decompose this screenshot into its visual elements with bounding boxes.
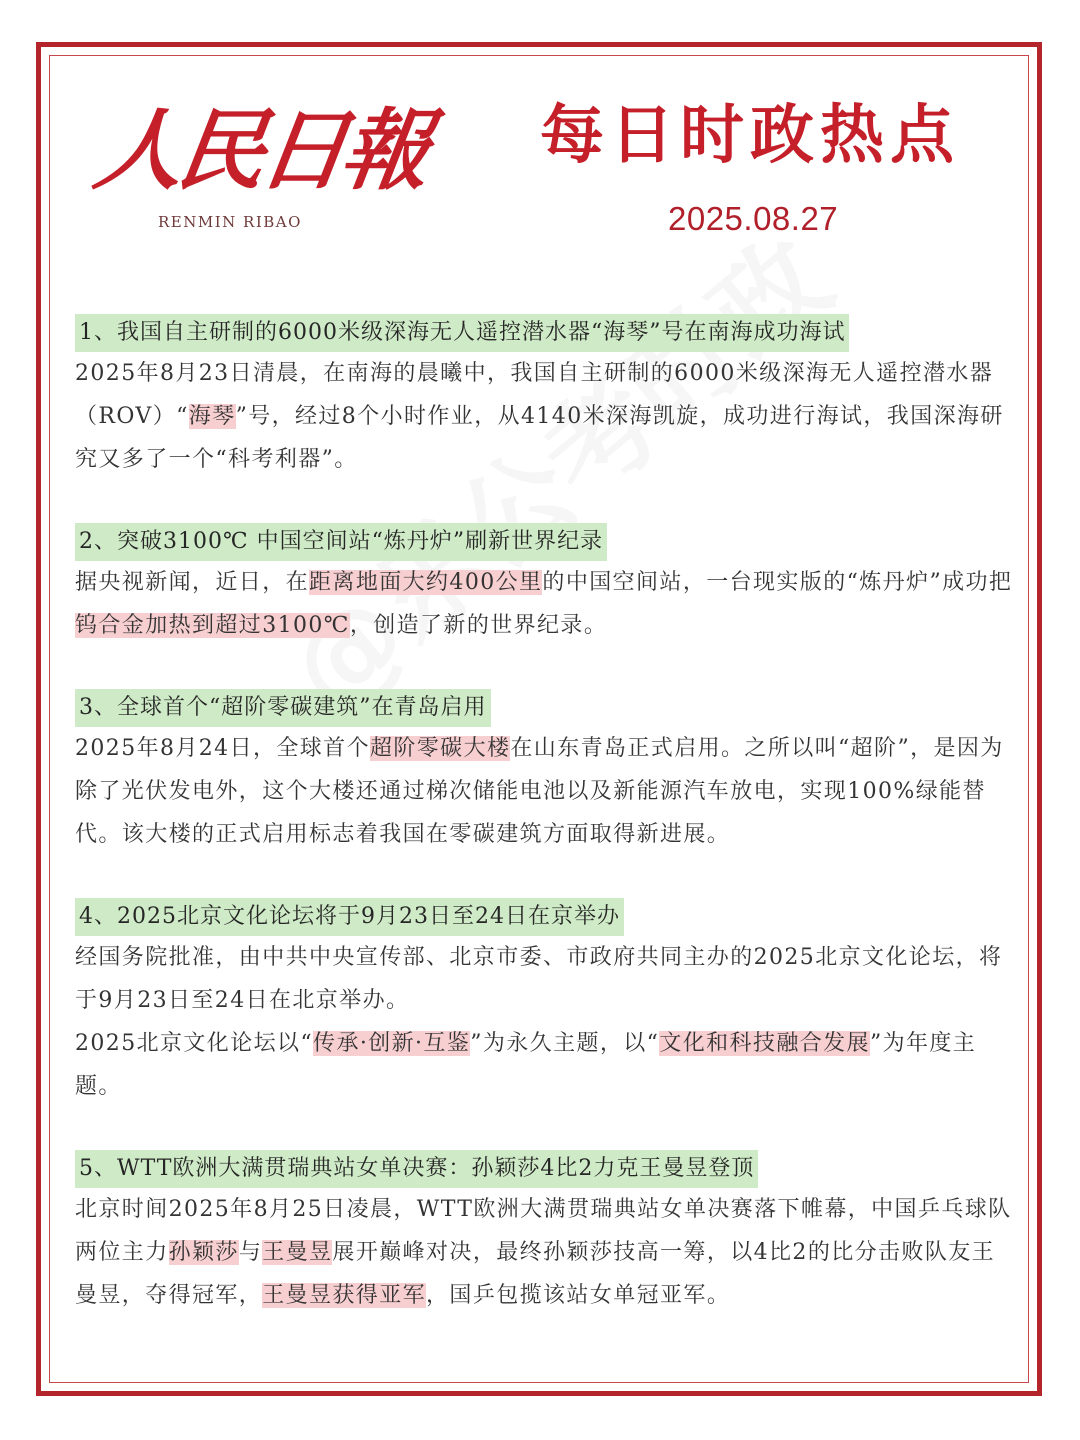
news-body [75,727,1015,856]
highlighted-text: 钨合金加热到超过3100℃ [75,613,350,638]
paragraph-text: 的中国空间站，一台现实版的“炼丹炉”成功把 [542,570,1013,595]
news-paragraph [75,1188,1015,1317]
news-body [75,352,1015,481]
highlighted-text: 海琴 [188,404,236,429]
news-item [75,689,1015,856]
highlighted-text: 王曼昱获得亚军 [262,1283,427,1308]
paragraph-text: 展开巅峰对决，最终孙颖莎技高一筹，以4比2的比分击败队友王曼昱，夺得冠军， [75,1240,996,1308]
paragraph-text: 北京时间2025年8月25日凌晨，WTT欧洲大满贯瑞典站女单决赛落下帷幕，中国乒乓球队两位主力 [75,1197,1012,1265]
paragraph-text: 2025年8月24日，全球首个 [75,736,370,761]
highlighted-text: 文化和科技融合发展 [659,1031,870,1056]
paragraph-text: 经国务院批准，由中共中央宣传部、北京市委、市政府共同主办的2025北京文化论坛，将于9月23日至24日在北京举办。 [75,945,1003,1013]
news-paragraph [75,352,1015,481]
news-paragraph [75,1022,1015,1108]
news-heading: 2、突破3100℃ 中国空间站“炼丹炉”刷新世界纪录 [75,523,607,561]
logo-english-name: RENMIN RIBAO [158,213,302,231]
logo-chinese-name: 人民日報 [88,98,432,202]
paragraph-text: 2025年8月23日清晨，在南海的晨曦中，我国自主研制的6000米级深海无人遥控潜水器（ROV）“ [75,361,994,429]
news-item [75,314,1015,481]
news-list [75,314,1015,1359]
paragraph-text: 与 [238,1240,263,1265]
news-item [75,898,1015,1108]
paragraph-text: ”号，经过8个小时作业，从4140米深海凯旋，成功进行海试，我国深海研究又多了一个“科考利器”。 [75,404,1004,472]
news-item [75,1150,1015,1317]
news-body [75,936,1015,1108]
renmin-ribao-logo [88,95,432,245]
paragraph-text: ”为永久主题，以“ [470,1031,660,1056]
paragraph-text: ，创造了新的世界纪录。 [349,613,608,638]
highlighted-text: 超阶零碳大楼 [369,736,511,761]
news-heading: 4、2025北京文化论坛将于9月23日至24日在京举办 [75,898,624,936]
page-date: 2025.08.27 [668,200,839,237]
news-paragraph [75,727,1015,856]
highlighted-text: 距离地面大约400公里 [309,570,543,595]
news-heading: 3、全球首个“超阶零碳建筑”在青岛启用 [75,689,491,727]
news-body [75,1188,1015,1317]
news-body [75,561,1015,647]
paragraph-text: 据央视新闻，近日，在 [75,570,310,595]
paragraph-text: ，国乒包揽该站女单冠亚军。 [426,1283,731,1308]
page-title: 每日时政热点 [540,99,960,173]
news-paragraph [75,936,1015,1022]
news-heading: 5、WTT欧洲大满贯瑞典站女单决赛：孙颖莎4比2力克王曼昱登顶 [75,1150,758,1188]
news-heading: 1、我国自主研制的6000米级深海无人遥控潜水器“海琴”号在南海成功海试 [75,314,849,352]
paragraph-text: 2025北京文化论坛以“ [75,1031,314,1056]
highlighted-text: 孙颖莎 [168,1240,239,1265]
news-paragraph [75,561,1015,647]
highlighted-text: 王曼昱 [262,1240,333,1265]
news-item [75,523,1015,647]
paragraph-text: 在山东青岛正式启用。之所以叫“超阶”，是因为除了光伏发电外，这个大楼还通过梯次储能电池以及新能源汽车放电，实现100%绿能替代。该大楼的正式启用标志着我国在零碳建筑方面取得新进展。 [75,736,1004,847]
highlighted-text: 传承·创新·互鉴 [313,1031,471,1056]
paragraph-text: ”为年度主题。 [75,1031,977,1099]
